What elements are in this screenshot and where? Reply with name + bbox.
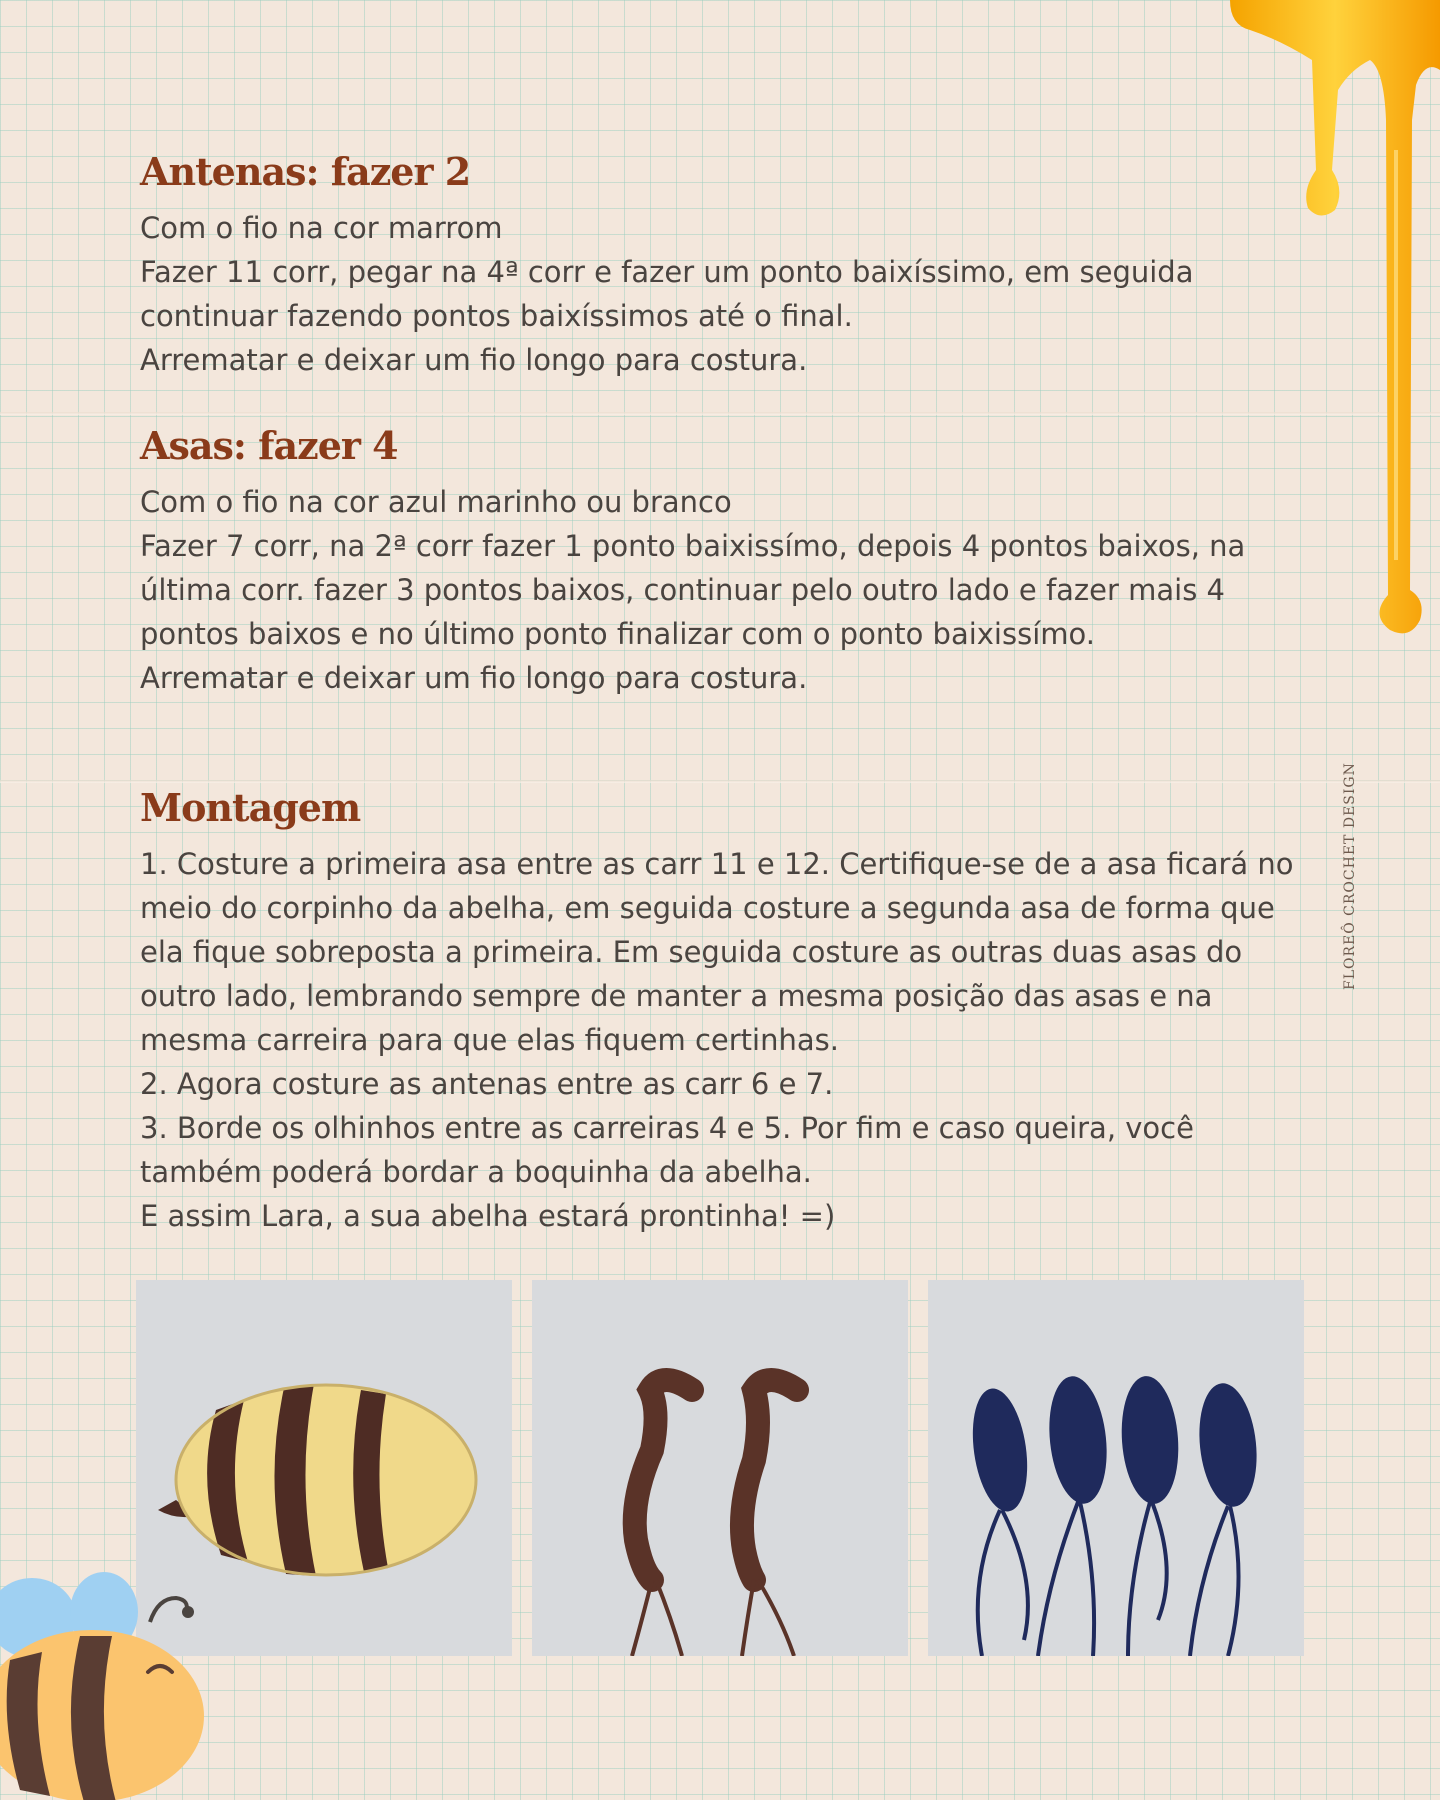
photo-wings	[928, 1280, 1304, 1656]
brand-watermark: FLOREÔ CROCHET DESIGN	[1342, 762, 1358, 990]
section-title: Asas: fazer 4	[140, 423, 398, 468]
instruction-line: Fazer 11 corr, pegar na 4ª corr e fazer um ponto baixíssimo, em seguida continuar fazendo pontos baixíssimos até o final.	[140, 255, 1194, 333]
instruction-line: Arrematar e deixar um fio longo para costura.	[140, 343, 808, 377]
crochet-wings-image	[928, 1280, 1304, 1656]
photo-antennas	[532, 1280, 908, 1656]
paper-fold-line	[0, 780, 1440, 783]
section-montagem	[140, 784, 1300, 1238]
photo-strip	[136, 1280, 1304, 1656]
crochet-antennas-image	[532, 1280, 908, 1656]
section-asas	[140, 422, 1300, 700]
section-body	[140, 480, 1300, 700]
section-title: Antenas: fazer 2	[140, 149, 471, 194]
instruction-line: Com o fio na cor marrom	[140, 211, 503, 245]
instruction-line: 3. Borde os olhinhos entre as carreiras 4 e 5. Por fim e caso queira, você também poderá bordar a boquinha da abelha.	[140, 1111, 1194, 1189]
instruction-line: 2. Agora costure as antenas entre as carr 6 e 7.	[140, 1067, 834, 1101]
section-title: Montagem	[140, 785, 361, 830]
instruction-line: E assim Lara, a sua abelha estará prontinha! =)	[140, 1199, 836, 1233]
instruction-line: 1. Costure a primeira asa entre as carr 11 e 12. Certifique-se de a asa ficará no meio do corpinho da abelha, em seguida costure a segunda asa de forma que ela fique sobreposta a primeira. Em seguida costure as outras duas asas do outro lado, lembrando sempre de manter a mesma posição das asas e na mesma carreira para que elas fiquem certinhas.	[140, 847, 1294, 1057]
cartoon-bee-decoration	[0, 1540, 220, 1800]
section-body	[140, 842, 1300, 1238]
section-body	[140, 206, 1300, 382]
section-antenas	[140, 148, 1300, 382]
instruction-line: Fazer 7 corr, na 2ª corr fazer 1 ponto baixissímo, depois 4 pontos baixos, na última corr. fazer 3 pontos baixos, continuar pelo outro lado e fazer mais 4 pontos baixos e no último ponto finalizar com o ponto baixissímo.	[140, 529, 1246, 651]
instruction-line: Arrematar e deixar um fio longo para costura.	[140, 661, 808, 695]
instruction-line: Com o fio na cor azul marinho ou branco	[140, 485, 732, 519]
